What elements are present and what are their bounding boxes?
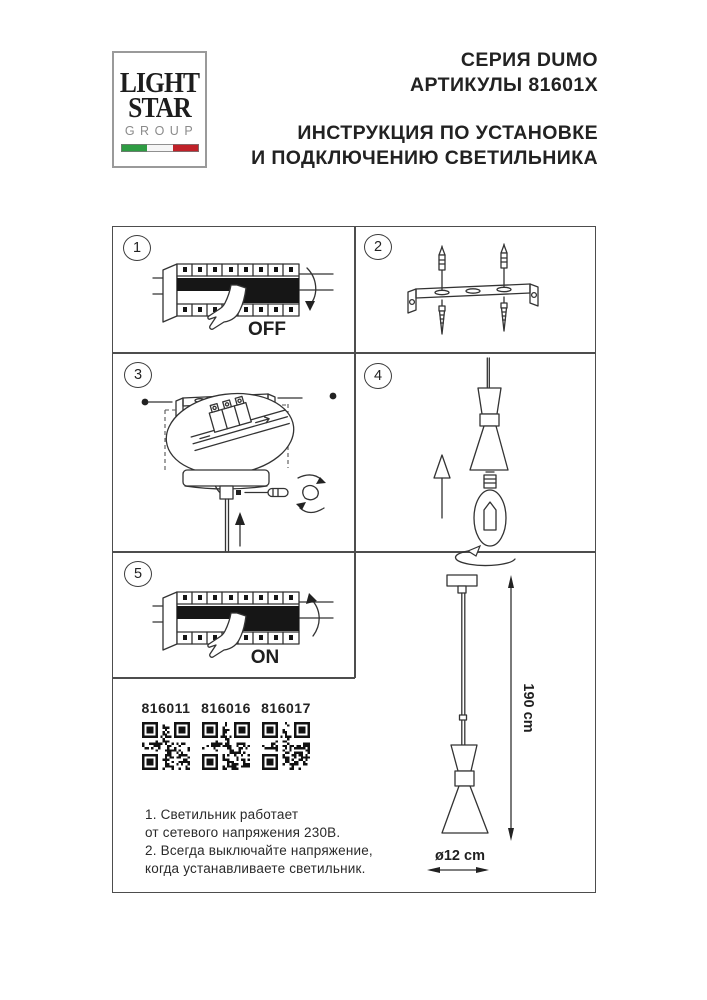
step-2-bracket-illustration xyxy=(398,242,588,342)
step-2-badge: 2 xyxy=(364,234,392,260)
curved-arrow-up-icon xyxy=(306,593,319,636)
step-3-install-illustration xyxy=(128,360,350,551)
safety-notes xyxy=(145,806,373,878)
step-5-breaker-on-illustration xyxy=(153,566,343,672)
screwdriver-icon xyxy=(236,489,288,497)
title-line-2: И ПОДКЛЮЧЕНИЮ СВЕТИЛЬНИКА xyxy=(251,147,598,169)
off-label: OFF xyxy=(248,319,286,340)
note-line: 1. Светильник работает xyxy=(145,807,299,822)
articles-label: АРТИКУЛЫ 81601X xyxy=(410,74,598,96)
mounting-bracket-icon xyxy=(408,284,538,313)
step-1-breaker-off-illustration xyxy=(153,238,343,344)
note-line: 2. Всегда выключайте напряжение, xyxy=(145,843,373,858)
grid-hline-1 xyxy=(112,352,596,354)
logo-word-star: STAR xyxy=(128,92,191,124)
qr-item xyxy=(258,700,314,775)
step-4-badge: 4 xyxy=(364,363,392,389)
qr-item xyxy=(138,700,194,775)
qr-code-section xyxy=(138,700,314,775)
qr-code-label: 816011 xyxy=(141,700,191,716)
series-label: СЕРИЯ DUMO xyxy=(460,49,598,71)
up-arrow-icon xyxy=(434,455,450,518)
step-4-lamp-bulb-illustration xyxy=(418,358,553,574)
ceiling-canopy-icon xyxy=(183,470,269,551)
qr-code-image xyxy=(138,722,194,775)
qr-code-label: 816017 xyxy=(261,700,311,716)
series-header xyxy=(410,48,598,98)
qr-code-label: 816016 xyxy=(201,700,251,716)
italian-flag-icon xyxy=(121,144,199,152)
note-line: когда устанавливаете светильник. xyxy=(145,861,366,876)
screw-icon xyxy=(439,297,507,334)
on-label: ON xyxy=(250,647,280,668)
wall-anchor-icon xyxy=(439,244,507,290)
instruction-title xyxy=(251,121,598,171)
logo-word-light: LIGHT xyxy=(119,67,200,99)
grid-hline-3 xyxy=(112,677,355,679)
grid-vertical-divider xyxy=(354,226,356,678)
pendant-lamp-icon xyxy=(442,575,488,833)
qr-code-image xyxy=(198,722,254,775)
turning-hand-icon xyxy=(296,475,326,513)
up-arrow-icon xyxy=(235,512,245,546)
logo-word-group: GROUP xyxy=(124,124,199,138)
lamp-dimension-drawing xyxy=(400,562,600,888)
height-dimension xyxy=(508,575,536,841)
diameter-dimension-label: ø12 cm xyxy=(435,848,485,864)
step-1-badge: 1 xyxy=(123,235,151,261)
bulb-icon xyxy=(474,472,506,546)
step-3-badge: 3 xyxy=(124,362,152,388)
pendant-shade-icon xyxy=(470,358,508,470)
lightstar-logo xyxy=(112,51,207,168)
diameter-dimension xyxy=(427,848,489,873)
note-line: от сетевого напряжения 230В. xyxy=(145,825,341,840)
qr-code-image xyxy=(258,722,314,775)
qr-item xyxy=(198,700,254,775)
step-5-badge: 5 xyxy=(124,561,152,587)
height-dimension-label: 190 cm xyxy=(520,683,536,733)
title-line-1: ИНСТРУКЦИЯ ПО УСТАНОВКЕ xyxy=(297,122,598,144)
